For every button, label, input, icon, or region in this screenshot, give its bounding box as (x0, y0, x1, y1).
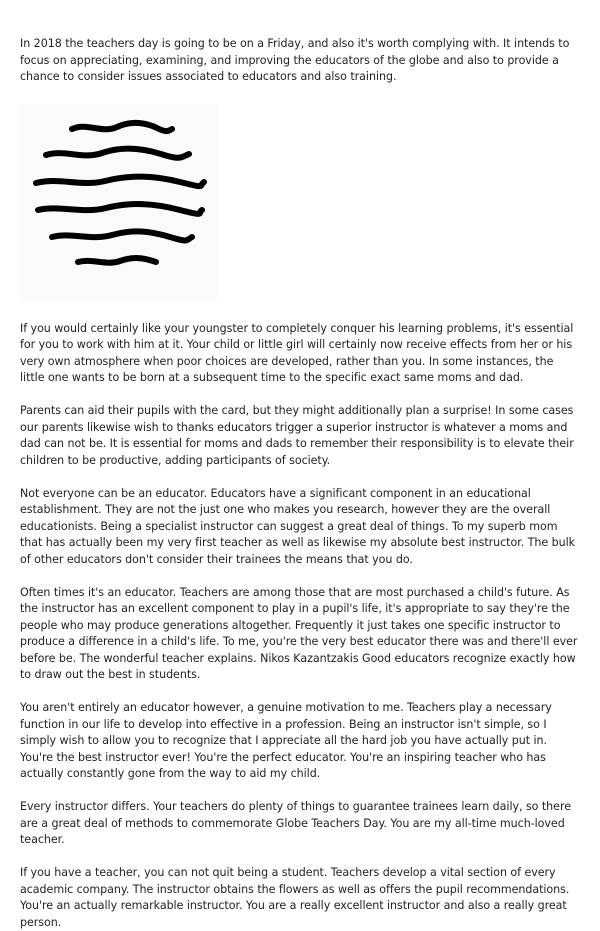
paragraph-4: Not everyone can be an educator. Educators have a significant component in an educational establishment. They are not the just one who makes you research, however they are the overall educationists. Being a specialist instructor can suggest a great deal of things. To my superb mom that has actually been my very first teacher as well as likewise my absolute best instructor. The bulk of other educators don't consider their trainees the means that you do. (20, 486, 575, 566)
paragraph-5: Often times it's an educator. Teachers are among those that are most purchased a child's future. As the instructor has an excellent component to play in a pupil's life, it's appropriate to say they're the people who may produce generations altogether. Frequently it just takes one specific instructor to produce a difference in a child's life. To me, you're the very best educator there was and there'll ever before be. The wonderful teacher explains. Nikos Kazantzakis Good educators recognize exactly how to draw out the best in students. (20, 585, 578, 681)
paragraph-2: If you would certainly like your youngster to completely conquer his learning problems, it's essential for you to work with him at it. Your child or little girl will certainly now receive effects from her or his very own atmosphere when poor choices are developed, rather than you. In some instances, the little one wants to be born at a subsequent time to the specific exact same moms and dad. (20, 321, 574, 384)
paragraph-8: If you have a teacher, you can not quit being a student. Teachers develop a vital section of every academic company. The instructor obtains the flowers as well as offers the pupil recommendations. You're an actually remarkable instructor. You are a really excellent instructor and also a really great person. (20, 866, 570, 929)
wavy-lines-placeholder-icon (20, 104, 218, 302)
paragraph-3: Parents can aid their pupils with the card, but they might additionally plan a surprise! In some cases our parents likewise wish to thanks educators trigger a superior instructor is whatever a moms and dad can not be. It is essential for moms and dads to remember their responsibility is to elevate their children to be productive, adding participants of society. (20, 404, 574, 467)
paragraph-7: Every instructor differs. Your teachers do plenty of things to guarantee trainees learn daily, so there are a great deal of methods to commemorate Globe Teachers Day. You are my all-time much-loved teacher. (20, 800, 571, 846)
paragraph-1: In 2018 the teachers day is going to be on a Friday, and also it's worth complying with. It intends to focus on appreciating, examining, and improving the educators of the globe and also to provide a chance to consider issues associated to educators and also training. (20, 37, 570, 83)
article-image (20, 104, 218, 302)
article (20, 36, 580, 931)
paragraph-6: You aren't entirely an educator however, a genuine motivation to me. Teachers play a necessary function in our life to develop into effective in a profession. Being an instructor isn't simple, so I simply wish to allow you to recognize that I appreciate all the hard job you have actually put in. You're the best instructor ever! You're the perfect educator. You're an inspiring teacher who has actually constantly gone from the way to aid my child. (20, 701, 552, 780)
